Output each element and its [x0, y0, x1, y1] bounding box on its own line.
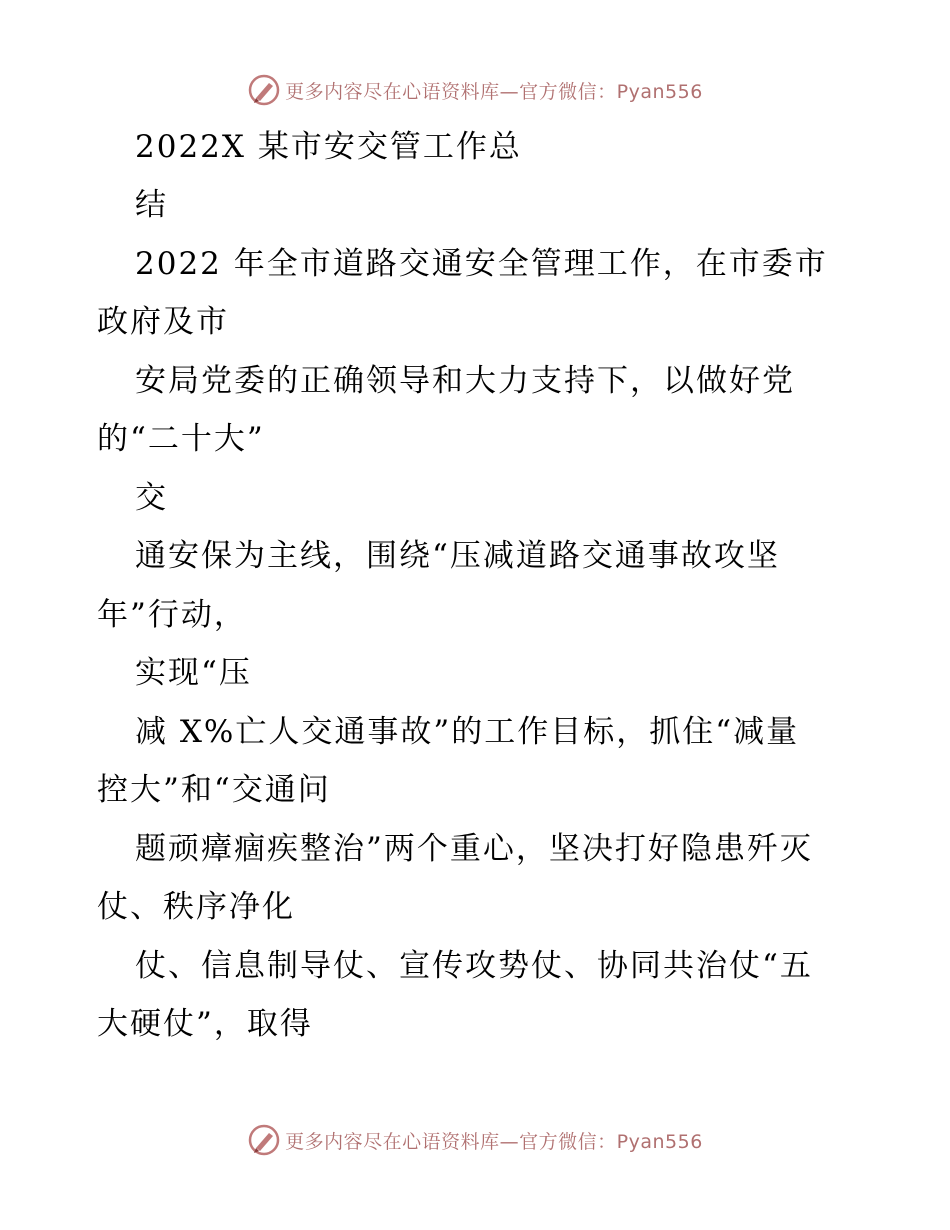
- footer-watermark: [0, 1120, 950, 1160]
- paragraph-line: 交: [135, 480, 168, 516]
- paragraph-line: 减 X%亡人交通事故”的工作目标，抓住“减量: [135, 714, 800, 750]
- header-watermark: [0, 70, 950, 110]
- paragraph-line: 控大”和“交通问: [97, 772, 331, 808]
- doc-title-line-2: 结: [135, 187, 168, 223]
- paragraph-line: 仗、秩序净化: [97, 889, 295, 925]
- pen-logo-icon: [247, 73, 281, 107]
- paragraph-line: 政府及市: [97, 304, 229, 340]
- paragraph-line: 题顽瘴痼疾整治”两个重心，坚决打好隐患歼灭: [135, 831, 813, 867]
- paragraph-line: 的“二十大”: [97, 421, 265, 457]
- paragraph-line: 仗、信息制导仗、宣传攻势仗、协同共治仗“五: [135, 948, 813, 984]
- paragraph-line: 大硬仗”，取得: [97, 1006, 313, 1042]
- doc-title-line-1: 2022X 某市安交管工作总: [135, 129, 522, 165]
- paragraph-line: 实现“压: [135, 655, 252, 691]
- watermark-text: 更多内容尽在心语资料库—官方微信：Pyan556: [285, 80, 703, 103]
- paragraph-line: 安局党委的正确领导和大力支持下，以做好党: [135, 363, 795, 399]
- paragraph-line: 年”行动，: [97, 597, 247, 633]
- paragraph-line: 2022 年全市道路交通安全管理工作，在市委市: [135, 246, 828, 282]
- paragraph-line: 通安保为主线，围绕“压减道路交通事故攻坚: [135, 538, 780, 574]
- watermark-text: 更多内容尽在心语资料库—官方微信：Pyan556: [285, 1130, 703, 1153]
- pen-logo-icon: [247, 1123, 281, 1157]
